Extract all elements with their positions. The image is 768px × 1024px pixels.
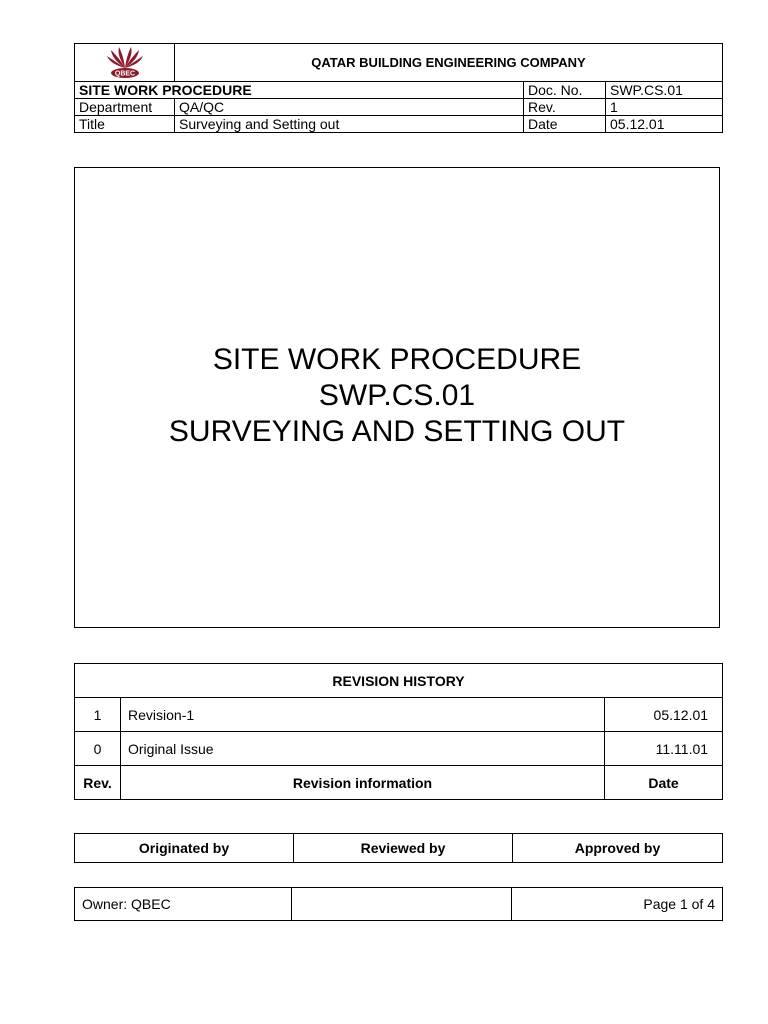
table-row: [75, 732, 723, 766]
header-label-department: Department: [75, 99, 175, 116]
table-row: [75, 698, 723, 732]
header-label-procedure: SITE WORK PROCEDURE: [75, 82, 524, 99]
cover-title-line-2: SWP.CS.01: [318, 379, 476, 412]
revision-header-rev: Rev.: [75, 766, 121, 800]
header-value-department: QA/QC: [175, 99, 524, 116]
header-value-doc-no: SWP.CS.01: [606, 82, 723, 99]
revision-info: Revision-1: [121, 698, 605, 732]
approved-by-label: Approved by: [513, 834, 723, 863]
revision-header-date: Date: [605, 766, 723, 800]
revision-date: 11.11.01: [605, 732, 723, 766]
revision-history-table: [74, 663, 723, 800]
header-field-date: Date: [524, 116, 606, 133]
revision-rev: 1: [75, 698, 121, 732]
cover-title: [75, 342, 719, 450]
company-name: QATAR BUILDING ENGINEERING COMPANY: [175, 44, 723, 82]
header-value-title: Surveying and Setting out: [175, 116, 524, 133]
revision-info: Original Issue: [121, 732, 605, 766]
revision-header-info: Revision information: [121, 766, 605, 800]
revision-header-row: [75, 766, 723, 800]
cover-title-line-3: SURVEYING AND SETTING OUT: [168, 415, 626, 448]
cover-title-box: [74, 167, 720, 628]
logo-cell: [75, 44, 175, 82]
revision-history-title: REVISION HISTORY: [75, 664, 723, 698]
reviewed-by-label: Reviewed by: [294, 834, 513, 863]
revision-rev: 0: [75, 732, 121, 766]
footer-page-number: Page 1 of 4: [512, 888, 723, 921]
originated-by-label: Originated by: [75, 834, 294, 863]
approval-table: [74, 833, 723, 863]
cover-title-line-1: SITE WORK PROCEDURE: [212, 343, 582, 376]
document-footer: [74, 887, 723, 921]
header-value-date: 05.12.01: [606, 116, 723, 133]
header-field-doc-no: Doc. No.: [524, 82, 606, 99]
header-value-rev: 1: [606, 99, 723, 116]
qbec-logo-icon: [95, 44, 155, 81]
header-field-rev: Rev.: [524, 99, 606, 116]
footer-owner: Owner: QBEC: [75, 888, 292, 921]
revision-date: 05.12.01: [605, 698, 723, 732]
header-label-title: Title: [75, 116, 175, 133]
footer-middle: [292, 888, 512, 921]
document-header: [74, 43, 723, 133]
svg-text:QBEC: QBEC: [114, 70, 135, 78]
